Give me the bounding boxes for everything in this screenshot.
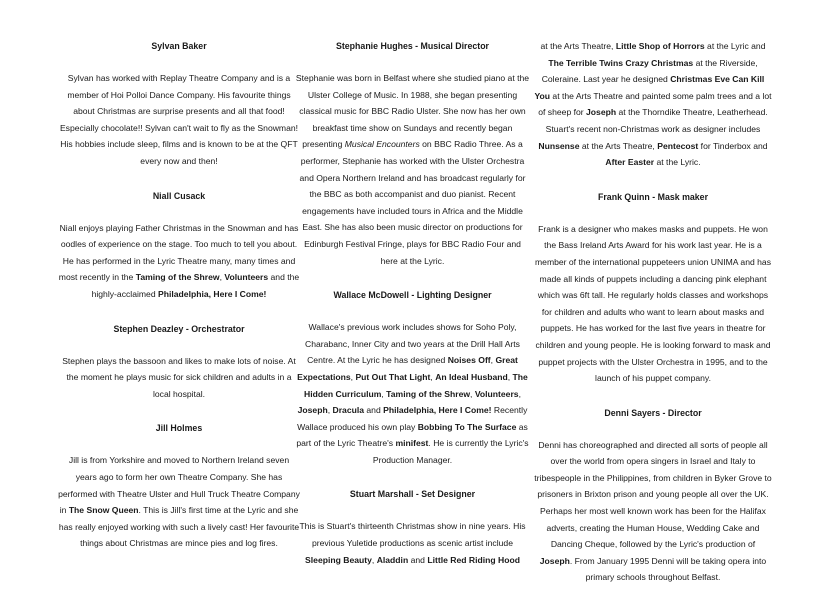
bio-text: at the Arts Theatre, [540,41,616,51]
bold-title: The Hidden Curriculum [304,371,528,399]
bio-text: , [490,355,496,366]
bio-heading: Stephanie Hughes - Musical Director [335,41,489,51]
italic-title: Musical Encounters [344,139,420,150]
bold-title: Little Red Riding Hood [427,554,520,565]
bio-heading: Jill Holmes [155,423,203,434]
bio-text: at the Arts Theatre and painted some palm trees and a lot of sheep for [538,90,772,118]
bold-title: Nunsense [538,140,580,151]
bio-paragraph [58,353,300,403]
bold-title: After Easter [605,157,655,168]
bio-text: , [327,405,333,416]
bio-text: , [350,371,356,382]
bold-title: Noises Off [447,355,491,366]
bio-text: on BBC Radio Three. As a performer, Stephanie has worked with the Ulster Orchestra and Opera Northern Ireland and has broadcast regularly for the BBC as both accompanist and duo pianist. Recent engagements have included tours in Africa and the Middle East. She has also been music director on productions for Edinburgh Festival Fringe, plays for BBC Radio Four and here at the Lyric. [299,139,526,266]
bold-title: Joseph [297,405,328,416]
bio-heading: Stephen Deazley - Orchestrator [113,323,245,334]
bold-title: Great Expectations [297,355,518,382]
bold-title: Volunteers [474,388,519,399]
bio-text: at the Lyric and [704,41,766,51]
bio-text: Frank is a designer who makes masks and puppets. He won the Bass Ireland Arts Award for his work last year. He is a member of the international puppeteers union UNIMA and has made all kinds of puppets including a dancing pink elephant which was 6ft tall. He regularly holds classes and workshops for children and adults who want to learn about masks and puppets. He has worked for the last five years in theatre for children and young people. He is looking forward to mask and puppet projects with the Ulster Orchestra in 1995, and to the launch of his puppet company. [535,223,771,384]
bold-title: Taming of the Shrew [135,272,220,283]
bio-text: Wallace's previous work includes shows for Soho Poly, Charabanc, Inner City and two years at the Drill Hall Arts Centre. At the Lyric he has designed [305,322,520,366]
bio-paragraph [58,220,300,303]
bio-text: , [219,272,225,283]
bold-title: Little Shop of Horrors [615,41,705,51]
bio-text: Sylvan has worked with Replay Theatre Company and is a member of Hoi Polloi Dance Company. His favourite things about Christmas are surprise presents and all that food! Especially chocolate!! Sylvan can't wait to fly as the Snowman! His hobbies include sleep, films and is known to be at the QFT every now and then! [59,73,299,166]
bio-text: Denni has choreographed and directed all sorts of people all over the world from opera singers in Israel and Italy to tribespeople in the Philippines, from children in Byker Grove to prisoners in Brixton prison and young people all over the UK. Perhaps her most well known work has been for the Halifax adverts, creating the Human House, Wedding Cake and Dancing Cheque, followed by the Lyric's production of [534,439,772,550]
bold-title: Volunteers [224,272,269,283]
bio-text: for Tinderbox and [698,140,768,151]
bio-text: This is Stuart's thirteenth Christmas show in nine years. His previous Yuletide productions as scenic artist include [299,521,526,549]
bio-text: Stephen plays the bassoon and likes to make lots of noise. At the moment he plays music for sick children and adults in a local hospital. [62,355,296,399]
bold-title: Christmas Eve Can Kill You [534,74,765,101]
bio-paragraph [58,452,300,552]
bold-title: Sleeping Beauty [305,554,372,565]
bold-title: Pentecost [657,140,699,151]
bold-title: Philadelphia, Here I Come! [383,405,492,416]
bio-text: , [430,371,436,382]
bold-title: Put Out That Light [355,371,431,382]
bold-title: An Ideal Husband [435,371,508,382]
bio-text: , [381,388,387,399]
bio-text: , [470,388,475,399]
bio-heading: Niall Cusack [152,190,206,201]
bio-text: and [364,405,384,416]
bio-heading: Frank Quinn - Mask maker [598,191,708,202]
bio-heading: Stuart Marshall - Set Designer [349,489,476,500]
bio-paragraph [534,437,772,586]
bio-text: at the Arts Theatre, [579,140,658,151]
bold-title: Dracula [332,405,365,416]
bio-text: and [408,554,428,565]
bio-paragraph [295,70,530,269]
bio-paragraph [58,70,300,170]
column-3 [534,38,772,604]
column-1 [58,38,300,570]
bold-title: The Snow Queen [68,505,139,516]
bold-title: Philadelphia, Here I Come! [158,288,267,299]
bio-continuation [534,38,772,171]
bio-text: at the Riverside, Coleraine. Last year he designed [541,57,758,85]
bio-paragraph [295,319,530,468]
bold-title: Bobbing To The Surface [417,421,517,432]
bio-text: as part of the Lyric Theatre's [296,421,528,449]
bio-text: at the Thorndike Theatre, Leatherhead. Stuart's recent non-Christmas work as designer includes [545,107,768,134]
bio-text: Recently Wallace produced his own play [297,405,528,432]
bold-title: Taming of the Shrew [386,388,471,399]
bio-paragraph [534,221,772,387]
bio-heading: Sylvan Baker [151,41,207,51]
bio-text: , [518,388,521,399]
bio-text: Niall enjoys playing Father Christmas in the Snowman and has oodles of experience on the stage. Too much to tell you about. He has performed in the Lyric Theatre many, many times and most recently in the [58,222,299,283]
bold-title: The Terrible Twins Crazy Christmas [548,57,694,68]
bio-text: and the highly-acclaimed [91,272,300,299]
bold-title: Joseph [586,107,617,118]
bold-title: minifest [395,438,429,449]
bio-text: Stephanie was born in Belfast where she studied piano at the Ulster College of Music. In 1988, she began presenting classical music for BBC Radio Ulster. She now has her own breakfast time show on Sundays and recently began presenting [295,73,530,150]
bio-text: Jill is from Yorkshire and moved to Northern Ireland seven years ago to form her own Theatre Company. She has performed with Theatre Ulster and Hull Truck Theatre Company in [58,455,300,516]
bio-heading: Wallace McDowell - Lighting Designer [333,290,492,301]
column-2 [295,38,530,586]
bio-text: at the Lyric. [654,157,701,168]
bio-text: , [507,371,513,382]
bio-paragraph [295,518,530,568]
bold-title: Joseph [539,555,570,566]
bio-text: . He is currently the Lyric's Production Manager. [372,438,529,465]
bio-heading: Denni Sayers - Director [604,407,702,418]
bio-text: . This is Jill's first time at the Lyric and she has really enjoyed working with such a lively cast! Her favourite things about Christmas are mince pies and log fires. [58,505,300,549]
bio-text: . From January 1995 Denni will be taking opera into primary schools throughout Belfast. [569,555,767,583]
bio-text: , [371,554,377,565]
bold-title: Aladdin [376,554,409,565]
